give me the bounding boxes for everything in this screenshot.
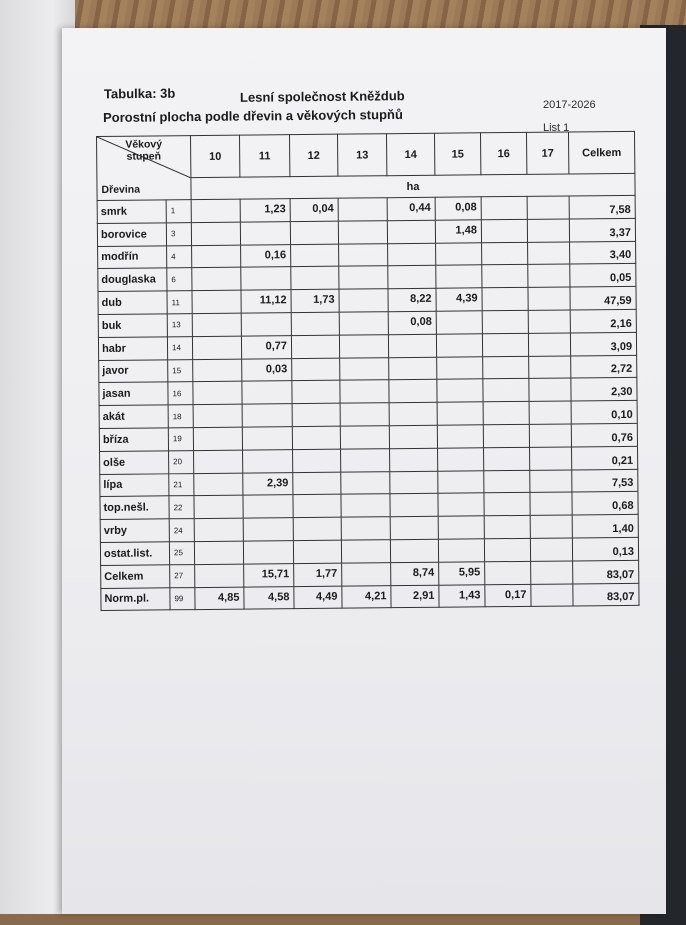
total-cell: 0,76 xyxy=(571,423,637,446)
value-cell xyxy=(291,335,339,358)
species-name: akát xyxy=(99,405,168,428)
value-cell: 0,08 xyxy=(388,311,436,334)
col-header: 10 xyxy=(191,135,240,177)
page-title: Porostní plocha podle dřevin a věkových stupňů xyxy=(103,106,403,125)
value-cell xyxy=(530,447,572,470)
species-code: 11 xyxy=(167,291,192,314)
value-cell xyxy=(191,222,240,245)
value-cell xyxy=(191,199,240,222)
value-cell xyxy=(293,517,341,540)
value-cell xyxy=(243,518,293,541)
value-cell xyxy=(436,334,482,357)
value-cell xyxy=(528,264,570,287)
species-code: 18 xyxy=(168,405,193,428)
value-cell xyxy=(242,381,292,404)
value-cell xyxy=(529,378,571,401)
value-cell xyxy=(530,538,572,561)
value-cell xyxy=(437,356,483,379)
value-cell xyxy=(192,313,241,336)
value-cell xyxy=(194,473,243,496)
value-cell xyxy=(529,356,571,379)
value-cell xyxy=(192,245,241,268)
species-code: 21 xyxy=(169,473,194,496)
species-code: 27 xyxy=(170,564,195,587)
value-cell: 1,73 xyxy=(291,289,339,312)
value-cell xyxy=(193,404,242,427)
value-cell: 4,49 xyxy=(294,586,342,609)
value-cell xyxy=(242,404,292,427)
value-cell xyxy=(390,539,438,562)
value-cell xyxy=(291,267,339,290)
sheet-number: List 1 xyxy=(543,122,570,134)
period: 2017-2026 xyxy=(543,99,596,111)
value-cell: 0,44 xyxy=(387,197,435,220)
total-cell: 0,21 xyxy=(572,446,638,469)
value-cell xyxy=(340,357,389,380)
value-cell xyxy=(193,381,242,404)
value-cell: 1,48 xyxy=(435,220,481,243)
total-cell: 0,05 xyxy=(570,264,636,287)
value-cell xyxy=(292,381,340,404)
species-name: buk xyxy=(98,314,167,337)
value-cell xyxy=(528,287,570,310)
value-cell xyxy=(528,242,570,265)
value-cell xyxy=(529,401,571,424)
value-cell xyxy=(389,402,437,425)
value-cell xyxy=(192,290,241,313)
value-cell xyxy=(528,310,570,333)
value-cell: 1,23 xyxy=(240,199,290,222)
value-cell xyxy=(291,312,339,335)
species-name: bříza xyxy=(99,428,168,451)
value-cell: 8,74 xyxy=(391,562,439,585)
value-cell xyxy=(338,221,387,244)
species-code: 4 xyxy=(167,245,192,268)
species-name: douglaska xyxy=(98,268,167,291)
value-cell xyxy=(339,266,388,289)
value-cell xyxy=(341,471,390,494)
value-cell xyxy=(390,516,438,539)
total-cell: 83,07 xyxy=(573,560,639,583)
value-cell xyxy=(241,267,291,290)
value-cell xyxy=(482,333,528,356)
value-cell xyxy=(194,450,243,473)
col-header: 17 xyxy=(526,132,568,174)
total-cell: 2,16 xyxy=(570,309,636,332)
value-cell xyxy=(530,470,572,493)
value-cell xyxy=(342,562,391,585)
value-cell xyxy=(484,538,530,561)
col-header: 11 xyxy=(239,135,289,177)
species-name: javor xyxy=(99,359,168,382)
value-cell xyxy=(192,268,241,291)
value-cell xyxy=(242,427,292,450)
value-cell xyxy=(339,312,388,335)
species-name: borovice xyxy=(97,223,166,246)
species-name: top.nešl. xyxy=(100,496,169,519)
value-cell: 11,12 xyxy=(241,290,291,313)
value-cell: 0,03 xyxy=(242,358,292,381)
species-name: vrby xyxy=(100,519,169,542)
value-cell xyxy=(390,448,438,471)
value-cell xyxy=(338,198,387,221)
value-cell: 5,95 xyxy=(439,562,485,585)
species-code: 15 xyxy=(168,359,193,382)
species-code: 14 xyxy=(167,336,192,359)
value-cell xyxy=(390,471,438,494)
species-name: smrk xyxy=(97,200,166,223)
corner-top-line-2: stupeň xyxy=(126,150,162,163)
value-cell xyxy=(241,313,291,336)
value-cell xyxy=(389,425,437,448)
species-code: 6 xyxy=(167,268,192,291)
species-name: lípa xyxy=(100,473,169,496)
value-cell xyxy=(339,289,388,312)
species-code: 20 xyxy=(169,450,194,473)
value-cell xyxy=(388,243,436,266)
value-cell xyxy=(530,492,572,515)
col-header: 14 xyxy=(386,133,434,175)
value-cell xyxy=(340,426,389,449)
value-cell xyxy=(341,494,390,517)
species-header: Dřevina xyxy=(101,183,141,196)
value-cell xyxy=(291,244,339,267)
value-cell xyxy=(390,494,438,517)
total-cell: 0,68 xyxy=(572,492,638,515)
value-cell: 2,39 xyxy=(243,472,293,495)
value-cell xyxy=(193,359,242,382)
value-cell xyxy=(483,356,529,379)
species-name: dub xyxy=(98,291,167,314)
value-cell xyxy=(340,380,389,403)
value-cell xyxy=(243,541,293,564)
value-cell: 0,08 xyxy=(435,197,481,220)
value-cell xyxy=(436,311,482,334)
value-cell xyxy=(292,426,340,449)
species-name: olše xyxy=(100,451,169,474)
value-cell: 1,43 xyxy=(439,584,485,607)
value-cell xyxy=(484,447,530,470)
value-cell xyxy=(436,265,482,288)
value-cell xyxy=(529,424,571,447)
species-name: Celkem xyxy=(101,565,170,588)
species-name: habr xyxy=(98,337,167,360)
species-code: 22 xyxy=(169,496,194,519)
value-cell xyxy=(530,515,572,538)
data-table xyxy=(96,131,640,611)
value-cell xyxy=(341,540,390,563)
header-row xyxy=(97,131,635,178)
unit-label: ha xyxy=(191,173,635,199)
value-cell xyxy=(340,403,389,426)
value-cell xyxy=(290,221,338,244)
species-code: 16 xyxy=(168,382,193,405)
value-cell xyxy=(483,379,529,402)
species-name: jasan xyxy=(99,382,168,405)
value-cell xyxy=(339,243,388,266)
total-cell: 3,40 xyxy=(570,241,636,264)
value-cell xyxy=(483,424,529,447)
value-cell: 8,22 xyxy=(388,288,436,311)
value-cell xyxy=(388,334,436,357)
value-cell xyxy=(482,288,528,311)
value-cell xyxy=(485,561,531,584)
value-cell: 2,91 xyxy=(391,585,439,608)
value-cell xyxy=(293,449,341,472)
value-cell xyxy=(387,220,435,243)
value-cell xyxy=(482,265,528,288)
total-cell: 7,58 xyxy=(569,195,635,218)
value-cell xyxy=(192,336,241,359)
value-cell xyxy=(481,219,527,242)
value-cell: 4,21 xyxy=(342,585,391,608)
table-label: Tabulka: 3b xyxy=(103,85,176,102)
value-cell xyxy=(341,448,390,471)
species-name: modřín xyxy=(98,245,167,268)
total-cell: 3,37 xyxy=(569,218,635,241)
species-code: 3 xyxy=(166,222,191,245)
species-name: Norm.pl. xyxy=(101,587,170,610)
corner-cell xyxy=(97,136,192,201)
value-cell xyxy=(194,541,243,564)
value-cell xyxy=(243,449,293,472)
value-cell xyxy=(531,561,573,584)
value-cell xyxy=(293,495,341,518)
value-cell xyxy=(240,221,290,244)
value-cell xyxy=(293,472,341,495)
value-cell xyxy=(293,540,341,563)
value-cell xyxy=(438,470,484,493)
value-cell xyxy=(528,333,570,356)
total-cell: 7,53 xyxy=(572,469,638,492)
value-cell: 1,77 xyxy=(294,563,342,586)
value-cell xyxy=(388,266,436,289)
value-cell xyxy=(527,219,569,242)
species-code: 25 xyxy=(169,542,194,565)
species-code: 24 xyxy=(169,519,194,542)
value-cell xyxy=(194,495,243,518)
value-cell xyxy=(527,196,569,219)
col-header: 12 xyxy=(289,134,337,176)
species-code: 19 xyxy=(168,428,193,451)
value-cell xyxy=(531,583,573,606)
value-cell xyxy=(437,379,483,402)
total-cell: 2,30 xyxy=(571,378,637,401)
value-cell: 0,04 xyxy=(290,198,338,221)
col-header: 15 xyxy=(434,133,480,175)
species-code: 13 xyxy=(167,314,192,337)
value-cell: 0,77 xyxy=(241,335,291,358)
species-name: ostat.list. xyxy=(100,542,169,565)
value-cell xyxy=(292,403,340,426)
value-cell xyxy=(482,310,528,333)
total-cell: 0,13 xyxy=(572,537,638,560)
col-header: 16 xyxy=(480,132,526,174)
value-cell xyxy=(438,493,484,516)
value-cell: 4,58 xyxy=(244,586,294,609)
species-code: 99 xyxy=(170,587,195,610)
value-cell xyxy=(437,425,483,448)
total-cell: 2,72 xyxy=(571,355,637,378)
total-cell: 83,07 xyxy=(573,583,639,606)
value-cell: 15,71 xyxy=(244,563,294,586)
table-row xyxy=(101,583,639,611)
value-cell xyxy=(438,539,484,562)
col-header-total: Celkem xyxy=(568,131,634,174)
value-cell xyxy=(341,517,390,540)
total-cell: 3,09 xyxy=(570,332,636,355)
species-code: 1 xyxy=(166,200,191,223)
value-cell xyxy=(339,334,388,357)
table-body xyxy=(97,195,639,610)
value-cell xyxy=(438,516,484,539)
value-cell: 0,16 xyxy=(241,244,291,267)
value-cell xyxy=(193,427,242,450)
value-cell xyxy=(484,493,530,516)
value-cell xyxy=(482,242,528,265)
value-cell xyxy=(195,564,244,587)
value-cell xyxy=(243,495,293,518)
total-cell: 0,10 xyxy=(571,400,637,423)
value-cell xyxy=(292,358,340,381)
value-cell xyxy=(484,470,530,493)
value-cell xyxy=(194,518,243,541)
value-cell: 4,85 xyxy=(195,587,244,610)
value-cell xyxy=(483,402,529,425)
company-name: Lesní společnost Kněždub xyxy=(239,88,405,105)
value-cell xyxy=(438,448,484,471)
col-header: 13 xyxy=(337,134,386,176)
value-cell xyxy=(437,402,483,425)
value-cell: 4,39 xyxy=(436,288,482,311)
corner-top-line-1: Věkový xyxy=(125,138,163,151)
total-cell: 47,59 xyxy=(570,287,636,310)
value-cell: 0,17 xyxy=(485,584,531,607)
value-cell xyxy=(436,242,482,265)
value-cell xyxy=(389,380,437,403)
value-cell xyxy=(389,357,437,380)
value-cell xyxy=(484,516,530,539)
age-class-header xyxy=(125,138,162,162)
total-cell: 1,40 xyxy=(572,514,638,537)
value-cell xyxy=(481,196,527,219)
